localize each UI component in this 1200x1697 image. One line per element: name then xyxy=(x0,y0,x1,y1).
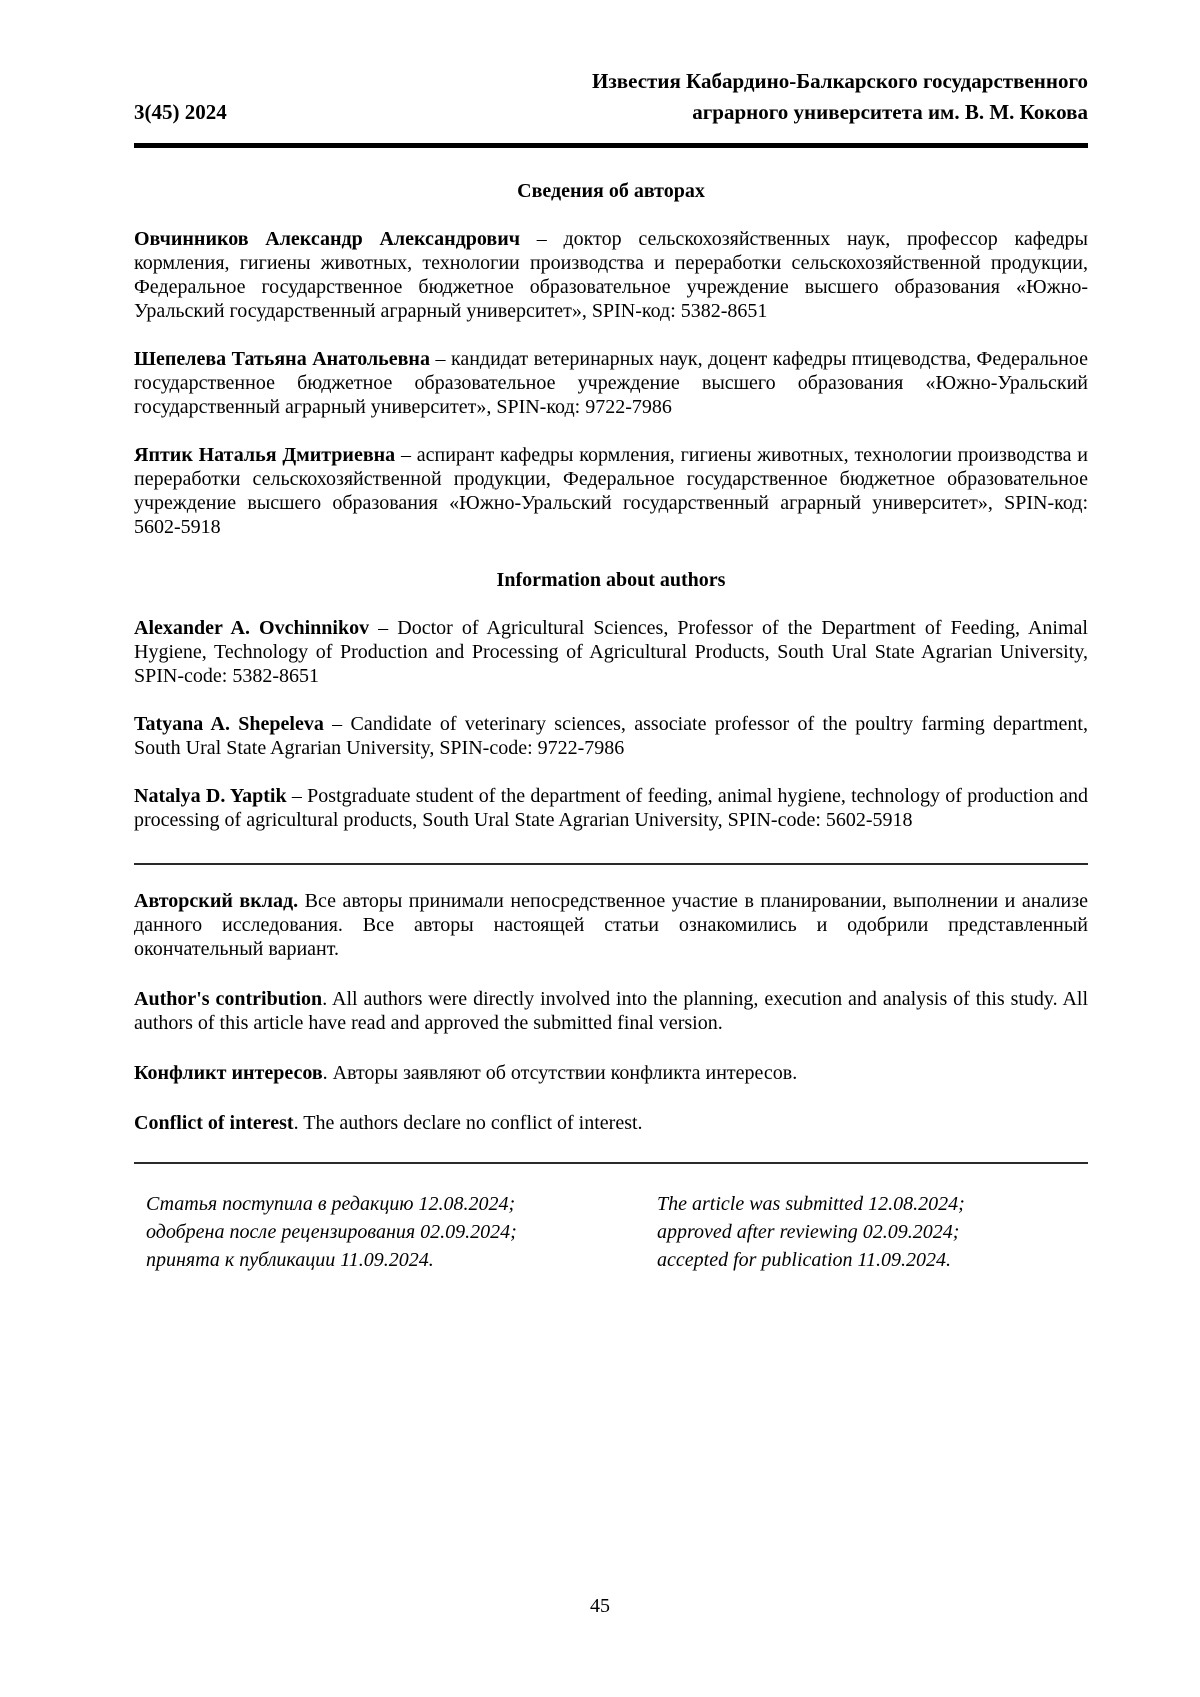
note-conflict-of-interest-ru xyxy=(134,1061,1088,1085)
note-lead: Авторский вклад. xyxy=(134,890,299,912)
section-heading-authors-en: Information about authors xyxy=(496,569,726,591)
journal-title xyxy=(592,66,1088,128)
author-description: – доктор сельскохозяйственных наук, профессор кафедры кормления, гигиены животных, технологии производства и переработки сельскохозяйственной продукции, Федеральное государственное бюджетное образовательное учреждение высшего образования «Южно-Уральский государственный аграрный университет», SPIN-код: 5382-8651 xyxy=(134,228,1088,322)
note-text: Все авторы принимали непосредственное участие в планировании, выполнении и анализе данного исследования. Все авторы настоящей статьи ознакомились и одобрили представленный окончательный вариант. xyxy=(134,890,1088,960)
header-rule xyxy=(134,143,1088,148)
author-name: Natalya D. Yaptik xyxy=(134,785,287,807)
date-line: The article was submitted 12.08.2024; xyxy=(657,1193,965,1215)
note-lead: Конфликт интересов xyxy=(134,1062,323,1084)
author-name: Tatyana A. Shepeleva xyxy=(134,713,324,735)
date-line: approved after reviewing 02.09.2024; xyxy=(657,1221,960,1243)
date-line: Статья поступила в редакцию 12.08.2024; xyxy=(146,1193,516,1215)
note-conflict-of-interest-en xyxy=(134,1111,1088,1135)
journal-title-line1: Известия Кабардино-Балкарского государственного xyxy=(592,69,1088,93)
author-paragraph-en xyxy=(134,784,1088,832)
journal-header xyxy=(134,66,1088,128)
author-paragraph-ru xyxy=(134,443,1088,539)
date-line: accepted for publication 11.09.2024. xyxy=(657,1249,952,1271)
submission-dates-en xyxy=(657,1190,965,1274)
author-paragraph-ru xyxy=(134,347,1088,419)
author-description: – Postgraduate student of the department of feeding, animal hygiene, technology of production and processing of agricultural products, South Ural State Agrarian University, SPIN-code: 5602-5918 xyxy=(134,785,1088,831)
date-line: одобрена после рецензирования 02.09.2024; xyxy=(146,1221,517,1243)
author-description: – кандидат ветеринарных наук, доцент кафедры птицеводства, Федеральное государственное бюджетное образовательное учреждение высшего образования «Южно-Уральский государственный аграрный университет», SPIN-код: 9722-7986 xyxy=(134,348,1089,418)
author-description: – аспирант кафедры кормления, гигиены животных, технологии производства и переработки сельскохозяйственной продукции, Федеральное государственное бюджетное образовательное учреждение высшего образования «Южно-Уральский государственный аграрный университет», SPIN-код: 5602-5918 xyxy=(134,444,1088,538)
note-text: . All authors were directly involved into the planning, execution and analysis of this study. All authors of this article have read and approved the submitted final version. xyxy=(134,988,1089,1034)
issue-number: 3(45) 2024 xyxy=(134,100,227,124)
author-name: Овчинников Александр Александрович xyxy=(134,228,521,250)
page-content xyxy=(134,179,1088,1274)
submission-dates-ru xyxy=(134,1190,657,1274)
note-text: . The authors declare no conflict of interest. xyxy=(293,1112,643,1134)
section-heading-authors-ru: Сведения об авторах xyxy=(517,180,705,202)
journal-title-line2: аграрного университета им. В. М. Кокова xyxy=(692,100,1088,124)
author-name: Шепелева Татьяна Анатольевна xyxy=(134,348,430,370)
submission-dates xyxy=(134,1190,1088,1274)
note-lead: Author's contribution xyxy=(134,988,323,1010)
author-name: Яптик Наталья Дмитриевна xyxy=(134,444,396,466)
note-author-contribution-ru xyxy=(134,889,1088,961)
author-description: – Candidate of veterinary sciences, associate professor of the poultry farming department, South Ural State Agrarian University, SPIN-code: 9722-7986 xyxy=(134,713,1088,759)
author-paragraph-en xyxy=(134,712,1088,760)
author-description: – Doctor of Agricultural Sciences, Professor of the Department of Feeding, Animal Hygiene, Technology of Production and Processing of Agricultural Products, South Ural State Agrarian University, SPIN-code: 5382-8651 xyxy=(134,617,1088,687)
author-name: Alexander A. Ovchinnikov xyxy=(134,617,370,639)
note-author-contribution-en xyxy=(134,987,1088,1035)
note-text: . Авторы заявляют об отсутствии конфликта интересов. xyxy=(322,1062,798,1084)
author-paragraph-ru xyxy=(134,227,1088,323)
note-lead: Conflict of interest xyxy=(134,1112,294,1134)
date-line: принята к публикации 11.09.2024. xyxy=(146,1249,434,1271)
page-number: 45 xyxy=(590,1595,610,1617)
author-paragraph-en xyxy=(134,616,1088,688)
section-divider xyxy=(134,1162,1088,1164)
section-divider xyxy=(134,863,1088,865)
